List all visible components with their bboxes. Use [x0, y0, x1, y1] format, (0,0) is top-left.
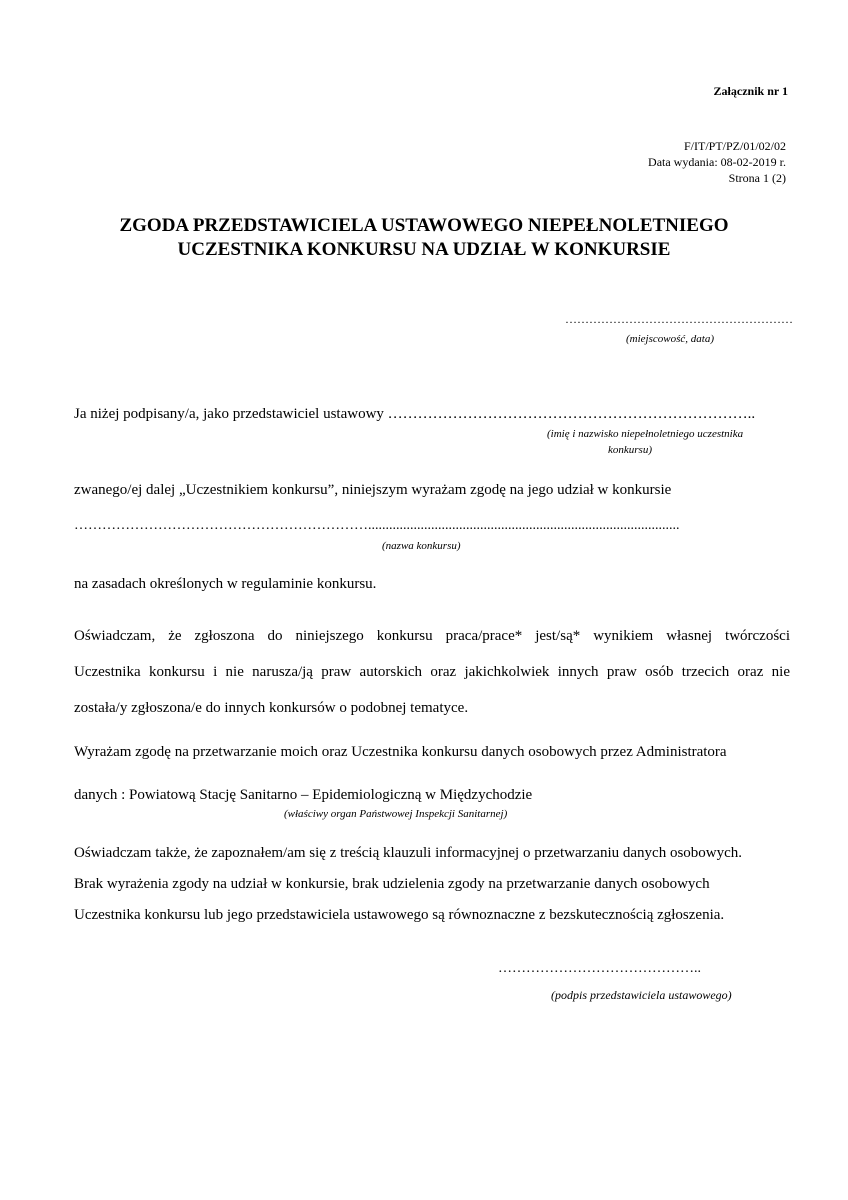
document-title: [0, 214, 848, 262]
declarant-line: Ja niżej podpisany/a, jako przedstawiciel ustawowy ………………………………………………………………..: [74, 406, 756, 422]
issue-date: Data wydania: 08-02-2019 r.: [648, 155, 786, 169]
rules-line: na zasadach określonych w regulaminie konkursu.: [74, 576, 377, 592]
participant-name-caption-2: konkursu): [608, 444, 652, 456]
title-line-1: ZGODA PRZEDSTAWICIELA USTAWOWEGO NIEPEŁNOLETNIEGO: [119, 215, 729, 236]
consent-line: zwanego/ej dalej „Uczestnikiem konkursu”, niniejszym wyrażam zgodę na jego udział w konkursie: [74, 482, 672, 498]
participant-name-caption-1: (imię i nazwisko niepełnoletniego uczestnika: [547, 428, 744, 440]
place-date-field[interactable]: …………………………………………………: [565, 312, 793, 326]
originality-statement: [74, 618, 790, 726]
document-metadata: [648, 138, 786, 186]
contest-name-field[interactable]: ……………………………………………………….........................................................................................: [74, 518, 680, 533]
statement-line-1: Oświadczam, że zgłoszona do niniejszego konkursu praca/prace* jest/są* wynikiem własnej twórczości: [74, 628, 790, 644]
info-line-2: Brak wyrażenia zgody na udział w konkursie, brak udzielenia zgody na przetwarzanie danych osobowych: [74, 876, 710, 892]
info-line-3: Uczestnika konkursu lub jego przedstawiciela ustawowego są równoznaczne z bezskutecznością zgłoszenia.: [74, 907, 725, 923]
gdpr-line-2: danych : Powiatową Stację Sanitarno – Epidemiologiczną w Międzychodzie: [74, 787, 533, 803]
gdpr-line-1: Wyrażam zgodę na przetwarzanie moich oraz Uczestnika konkursu danych osobowych przez Administratora: [74, 744, 727, 760]
gdpr-caption: (właściwy organ Państwowej Inspekcji Sanitarnej): [284, 808, 508, 820]
page-number: Strona 1 (2): [728, 171, 786, 185]
signature-caption: (podpis przedstawiciela ustawowego): [551, 988, 732, 1002]
document-code: F/IT/PT/PZ/01/02/02: [683, 139, 786, 153]
info-line-1: Oświadczam także, że zapoznałem/am się z treścią klauzuli informacyjnej o przetwarzaniu danych osobowych.: [74, 845, 743, 861]
place-date-caption: (miejscowość, data): [626, 333, 714, 345]
signature-field[interactable]: ……………………………………..: [498, 961, 701, 976]
statement-line-2: Uczestnika konkursu i nie narusza/ją praw autorskich oraz jakichkolwiek innych praw osób trzecich oraz nie: [74, 664, 790, 680]
annex-label: Załącznik nr 1: [713, 84, 788, 98]
contest-name-caption: (nazwa konkursu): [382, 540, 461, 552]
statement-line-3: została/y zgłoszona/e do innych konkursów o podobnej tematyce.: [74, 700, 469, 716]
title-line-2: UCZESTNIKA KONKURSU NA UDZIAŁ W KONKURSIE: [177, 239, 671, 260]
